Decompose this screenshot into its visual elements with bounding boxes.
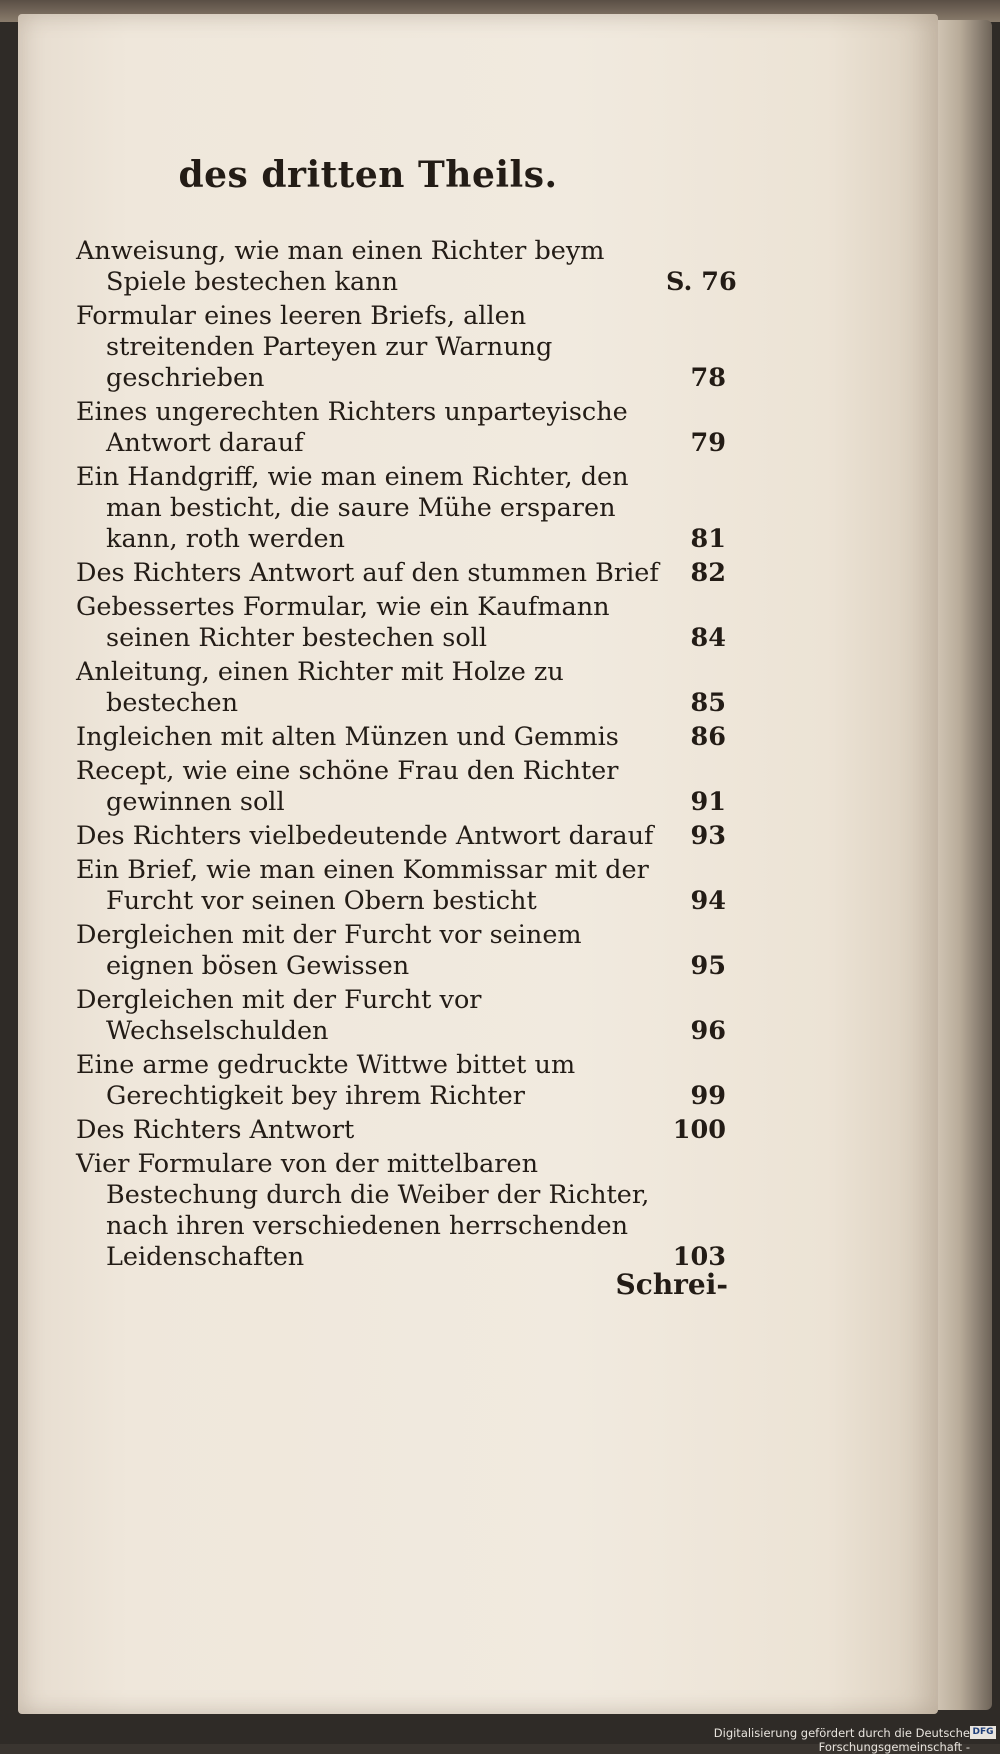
toc-entry <box>76 821 726 852</box>
toc-entry <box>76 756 726 818</box>
toc-entry <box>76 920 726 982</box>
toc-entry-page-number: 96 <box>690 1016 726 1046</box>
digitization-credit: Digitalisierung gefördert durch die Deutsche Forschungsgemeinschaft - <box>713 1726 970 1754</box>
toc-entry <box>76 558 726 589</box>
book-page <box>18 14 938 1714</box>
toc-entry-title: Gebessertes Formular, wie ein Kaufmann seinen Richter bestechen soll <box>76 592 610 653</box>
toc-entry-title: Anweisung, wie man einen Richter beym Spiele bestechen kann <box>76 236 605 297</box>
toc-entry-title: Ein Handgriff, wie man einem Richter, den man besticht, die saure Mühe ersparen kann, roth werden <box>76 462 629 554</box>
toc-entry <box>76 985 726 1047</box>
toc-entry-page-number: S. 76 <box>666 267 737 297</box>
toc-entry-title: Dergleichen mit der Furcht vor seinem eignen bösen Gewissen <box>76 920 582 981</box>
toc-entry-title: Ingleichen mit alten Münzen und Gemmis <box>76 722 619 752</box>
toc-entry <box>76 397 726 459</box>
toc-entry <box>76 462 726 555</box>
toc-entry-title: Des Richters Antwort auf den stummen Brief <box>76 558 659 588</box>
toc-entry-page-number: 82 <box>690 558 726 588</box>
toc-entry-page-number: 86 <box>690 722 726 752</box>
toc-entry <box>76 855 726 917</box>
toc-entry-page-number: 100 <box>672 1115 726 1145</box>
toc-entry <box>76 236 737 298</box>
toc-entry-page-number: 93 <box>690 821 726 851</box>
toc-entry <box>76 1115 726 1146</box>
toc-entry <box>76 1050 726 1112</box>
toc-entry-title: Dergleichen mit der Furcht vor Wechselschulden <box>76 985 482 1046</box>
dfg-logo: DFG <box>970 1726 996 1739</box>
toc-entry <box>76 1149 726 1273</box>
toc-entry <box>76 722 726 753</box>
toc-entry-title: Formular eines leeren Briefs, allen streitenden Parteyen zur Warnung geschrieben <box>76 301 553 393</box>
toc-entry-page-number: 79 <box>690 428 726 458</box>
toc-entry <box>76 592 726 654</box>
toc-entry-page-number: 78 <box>690 363 726 393</box>
toc-entry-title: Recept, wie eine schöne Frau den Richter gewinnen soll <box>76 756 619 817</box>
toc-entry-page-number: 103 <box>672 1242 726 1272</box>
table-of-contents <box>76 236 737 1276</box>
toc-entry-title: Ein Brief, wie man einen Kommissar mit der Furcht vor seinen Obern besticht <box>76 855 649 916</box>
toc-entry-title: Vier Formulare von der mittelbaren Bestechung durch die Weiber der Richter, nach ihren verschiedenen herrschenden Leidenschaften <box>76 1149 650 1272</box>
toc-entry-page-number: 81 <box>690 524 726 554</box>
toc-entry <box>76 301 726 394</box>
toc-entry <box>76 657 726 719</box>
toc-entry-page-number: 85 <box>690 688 726 718</box>
page-edge-right <box>938 20 992 1710</box>
toc-entry-title: Eine arme gedruckte Wittwe bittet um Gerechtigkeit bey ihrem Richter <box>76 1050 576 1111</box>
toc-entry-page-number: 94 <box>690 886 726 916</box>
toc-entry-page-number: 95 <box>690 951 726 981</box>
toc-entry-page-number: 91 <box>690 787 726 817</box>
toc-entry-title: Des Richters Antwort <box>76 1115 355 1145</box>
running-header: des dritten Theils. <box>178 154 558 196</box>
toc-entry-title: Des Richters vielbedeutende Antwort darauf <box>76 821 654 851</box>
catchword: Schrei- <box>615 1268 728 1301</box>
toc-entry-page-number: 84 <box>690 623 726 653</box>
toc-entry-title: Eines ungerechten Richters unparteyische Antwort darauf <box>76 397 628 458</box>
toc-entry-page-number: 99 <box>690 1081 726 1111</box>
toc-entry-title: Anleitung, einen Richter mit Holze zu bestechen <box>76 657 564 718</box>
